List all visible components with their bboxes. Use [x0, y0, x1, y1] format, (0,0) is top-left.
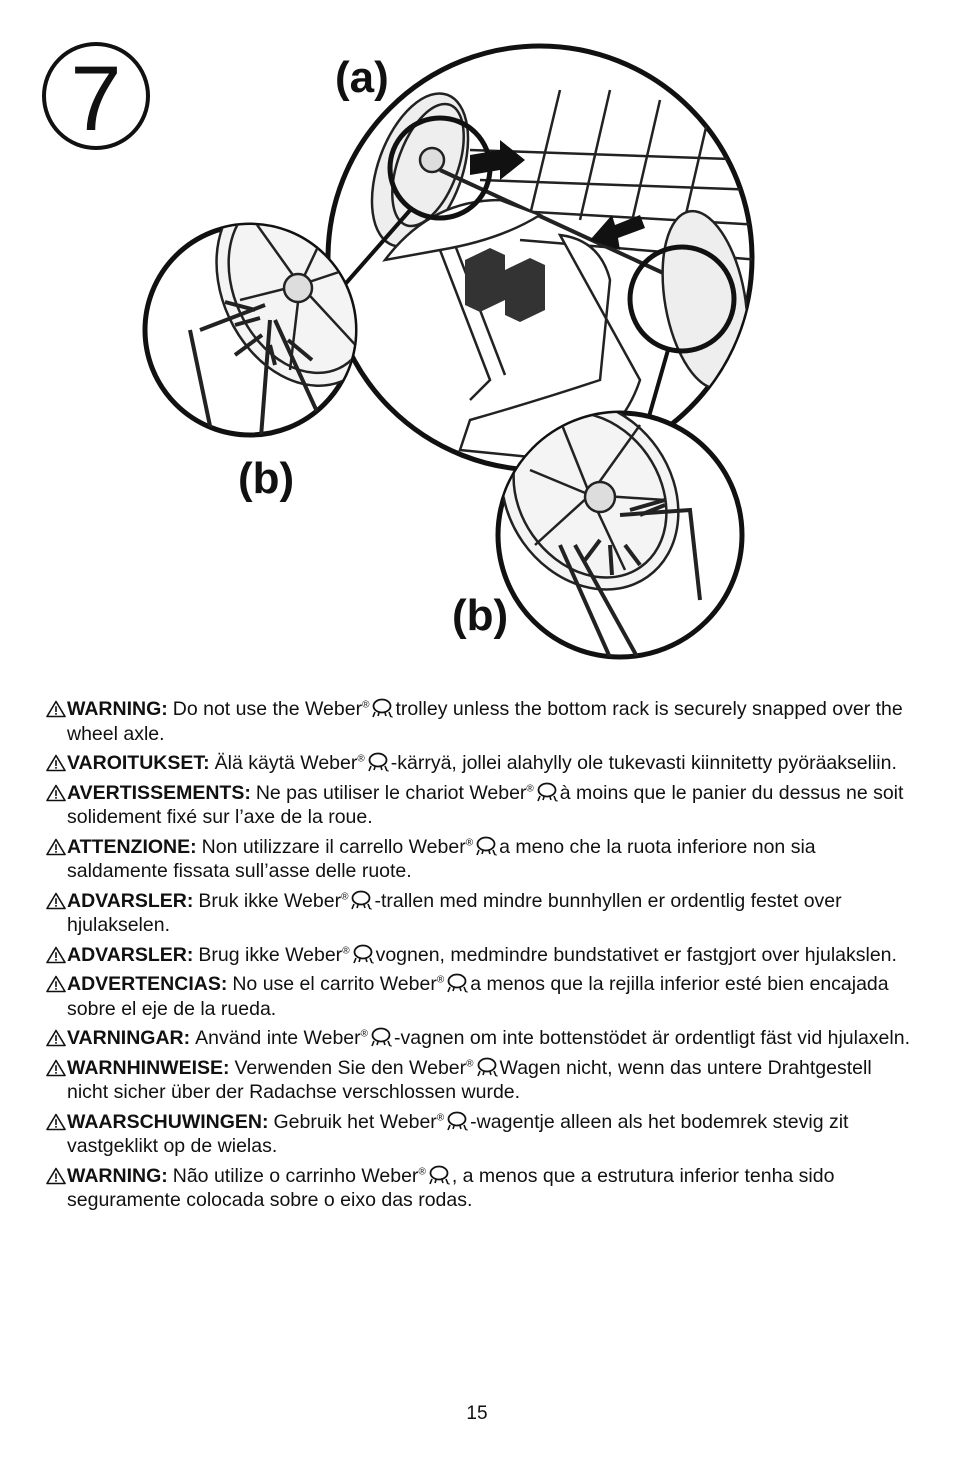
warning-text-after: -vagnen om inte bottenstödet är ordentligt fäst vid hjulaxeln.	[394, 1027, 910, 1049]
warning-paragraph	[46, 697, 916, 746]
warning-label: VARNINGAR:	[67, 1027, 191, 1049]
warning-triangle-icon	[46, 700, 66, 718]
warning-text-after: -trallen med mindre bunnhyllen er ordentlig festet over hjulakselen.	[67, 889, 842, 936]
warning-text-before: Verwenden Sie den Weber	[234, 1056, 467, 1079]
registered-mark: ®	[360, 1028, 369, 1040]
warning-label: WARNHINWEISE:	[67, 1056, 230, 1079]
warning-paragraph	[46, 1110, 916, 1159]
warning-text-before: Gebruik het Weber	[273, 1110, 437, 1133]
weber-kettle-logo-icon	[476, 1057, 498, 1077]
warning-text-after: a menos que la rejilla inferior esté bien encajada sobre el eje de la rueda.	[67, 973, 889, 1020]
label-b-right: (b)	[452, 591, 509, 640]
warning-triangle-icon	[46, 754, 66, 772]
step-number-badge	[44, 44, 148, 150]
warning-text-after: , a menos que a estrutura inferior tenha sido seguramente colocada sobre o eixo das rodas.	[67, 1164, 835, 1211]
weber-kettle-logo-icon	[428, 1165, 450, 1185]
warning-paragraph	[46, 972, 916, 1021]
warning-text-before: Använd inte Weber	[195, 1027, 361, 1049]
weber-kettle-logo-icon	[446, 973, 468, 993]
registered-mark: ®	[466, 1058, 474, 1069]
weber-kettle-logo-icon	[352, 944, 374, 964]
warning-label: ADVARSLER:	[67, 943, 194, 966]
warning-label: WAARSCHUWINGEN:	[67, 1110, 269, 1133]
warning-paragraph	[46, 1164, 916, 1213]
main-detail-view	[328, 46, 760, 470]
weber-kettle-logo-icon	[446, 1111, 468, 1131]
warning-paragraph	[46, 835, 916, 884]
warning-label: WARNING:	[67, 1164, 168, 1187]
weber-kettle-logo-icon	[350, 890, 372, 910]
registered-mark: ®	[357, 753, 365, 765]
warning-text-before: Do not use the Weber	[172, 698, 363, 720]
warning-label: AVERTISSEMENTS:	[67, 781, 251, 804]
label-b-left: (b)	[238, 454, 295, 503]
warning-paragraph	[46, 1056, 916, 1105]
warning-label: ATTENZIONE:	[67, 835, 197, 858]
warning-text-after: trolley unless the bottom rack is securely snapped over the wheel axle.	[67, 698, 903, 745]
warning-text-after: Wagen nicht, wenn das untere Drahtgestell nicht sicher über der Radachse verschlossen wurde.	[67, 1056, 872, 1103]
warning-text-before: Non utilizzare il carrello Weber	[201, 835, 466, 858]
warning-triangle-icon	[46, 1029, 66, 1047]
warning-text-after: vognen, medmindre bundstativet er fastgjort over hjulakslen.	[375, 943, 897, 966]
weber-kettle-logo-icon	[367, 752, 389, 772]
weber-kettle-logo-icon	[536, 782, 558, 802]
warning-text-before: No use el carrito Weber	[232, 973, 437, 995]
warning-triangle-icon	[46, 946, 66, 964]
registered-mark: ®	[341, 891, 349, 902]
warning-triangle-icon	[46, 1059, 66, 1077]
warning-text-before: Não utilize o carrinho Weber	[172, 1164, 419, 1187]
warning-text-before: Älä käytä Weber	[214, 752, 358, 774]
warning-paragraph	[46, 1026, 916, 1051]
registered-mark: ®	[436, 974, 445, 986]
warning-text-after: -kärryä, jollei alahylly ole tukevasti kiinnitetty pyöräakseliin.	[390, 752, 897, 774]
registered-mark: ®	[465, 837, 474, 848]
weber-kettle-logo-icon	[371, 698, 393, 718]
warning-label: VAROITUKSET:	[67, 752, 210, 774]
registered-mark: ®	[362, 699, 370, 711]
assembly-illustration	[0, 0, 954, 680]
registered-mark: ®	[342, 945, 350, 956]
weber-kettle-logo-icon	[370, 1027, 392, 1047]
warning-triangle-icon	[46, 1167, 66, 1185]
registered-mark: ®	[526, 783, 534, 794]
warning-list	[46, 697, 916, 1218]
warning-label: ADVERTENCIAS:	[67, 973, 228, 995]
warning-triangle-icon	[46, 892, 66, 910]
warning-text-before: Ne pas utiliser le chariot Weber	[255, 781, 527, 804]
warning-text-after: a meno che la ruota inferiore non sia saldamente fissata sull’asse delle ruote.	[67, 835, 816, 882]
registered-mark: ®	[418, 1166, 426, 1177]
page-number: 15	[466, 1403, 488, 1424]
registered-mark: ®	[436, 1112, 445, 1123]
warning-triangle-icon	[46, 784, 66, 802]
warning-text-after: à moins que le panier du dessus ne soit solidement fixé sur l’axe de la roue.	[67, 781, 904, 828]
warning-text-after: -wagentje alleen als het bodemrek stevig zit vastgeklikt op de wielas.	[67, 1110, 849, 1157]
warning-paragraph	[46, 889, 916, 938]
step-number: 7	[70, 48, 122, 150]
warning-paragraph	[46, 781, 916, 830]
warning-text-before: Brug ikke Weber	[198, 943, 343, 966]
warning-text-before: Bruk ikke Weber	[198, 889, 342, 912]
warning-triangle-icon	[46, 975, 66, 993]
warning-label: ADVARSLER:	[67, 889, 194, 912]
warning-paragraph	[46, 943, 916, 968]
warning-triangle-icon	[46, 1113, 66, 1131]
warning-label: WARNING:	[67, 698, 168, 720]
warning-paragraph	[46, 751, 916, 776]
warning-triangle-icon	[46, 838, 66, 856]
label-a: (a)	[335, 53, 389, 102]
weber-kettle-logo-icon	[475, 836, 497, 856]
